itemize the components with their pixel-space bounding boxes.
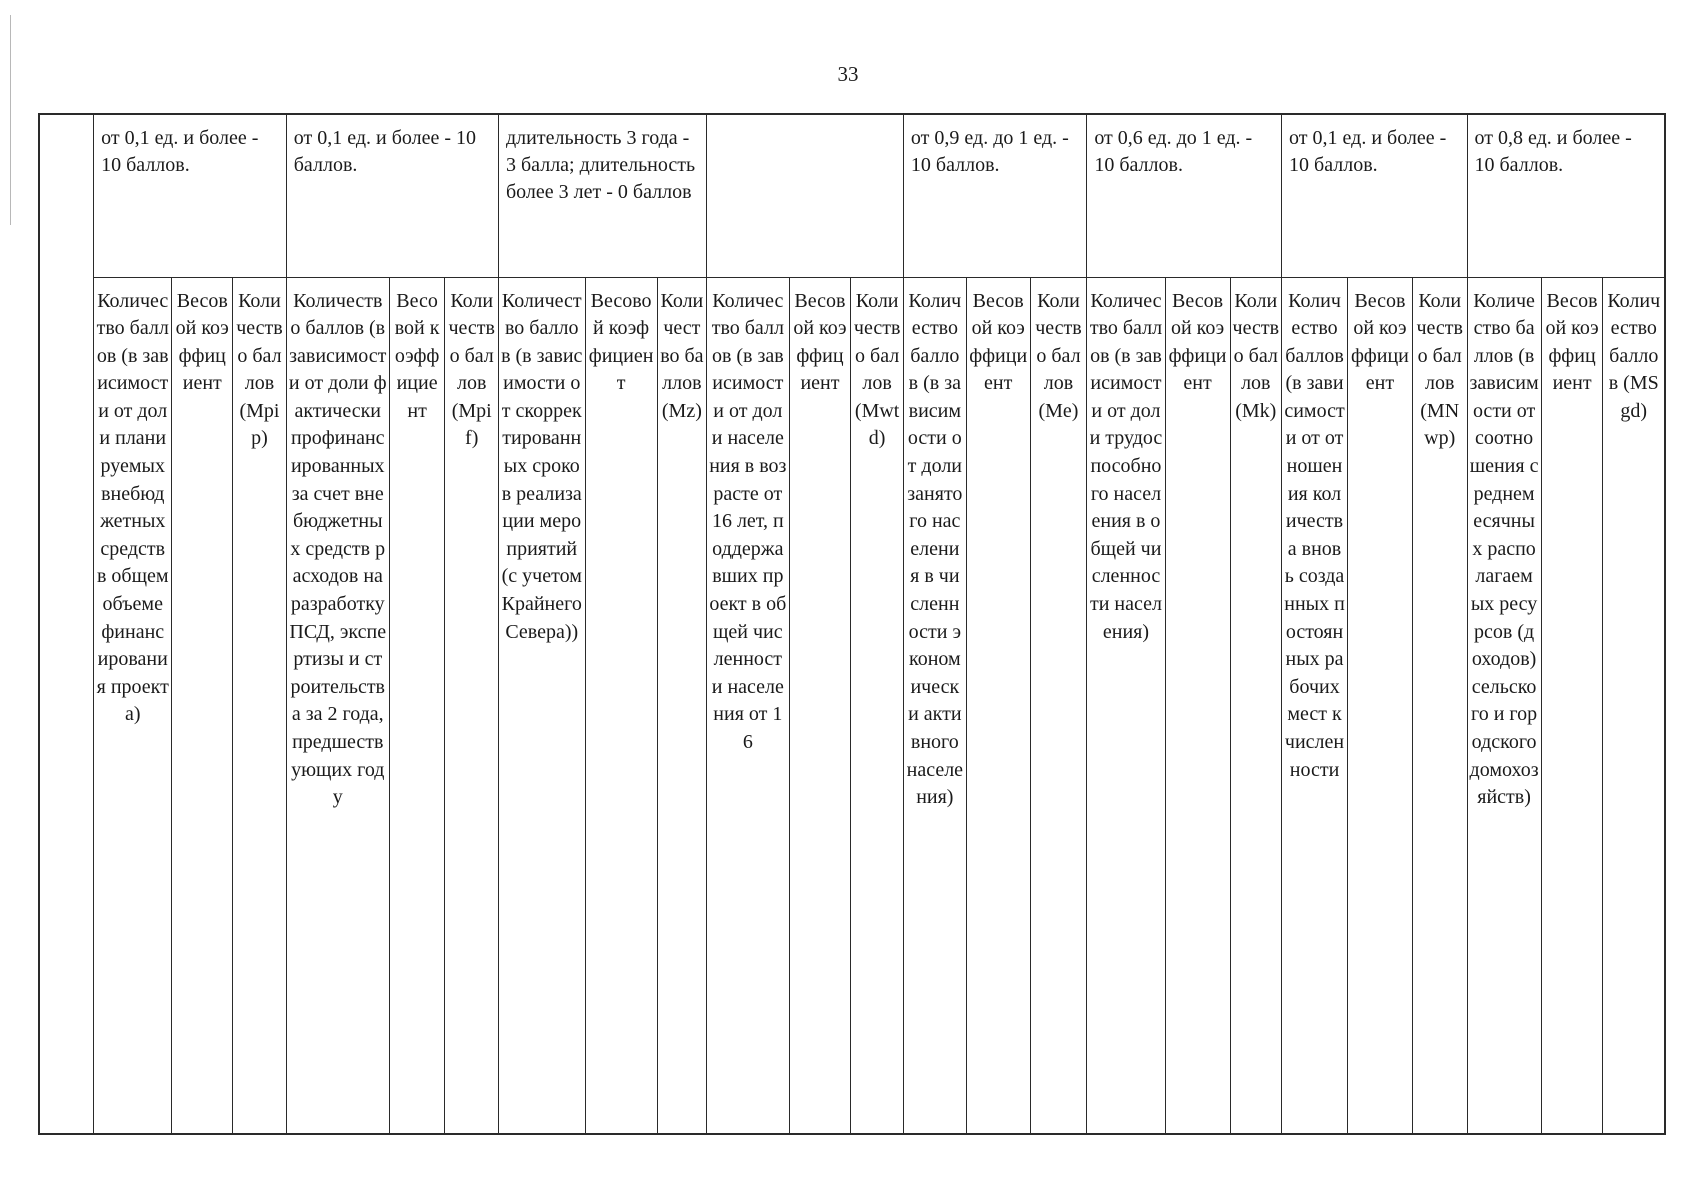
criteria-row (39, 114, 1665, 277)
count-header: Количество баллов (MSgd) (1603, 277, 1665, 1134)
points-header: Количество баллов (в зависимости от доли трудоспособного населения в общей численности населения) (1087, 277, 1165, 1134)
count-header: Количество баллов (Me) (1030, 277, 1087, 1134)
points-header: Количество баллов (в зависимости от доли населения в возрасте от 16 лет, поддержавших проект в общей численности населения от 16 (707, 277, 789, 1134)
weight-header: Весовой коэффициент (789, 277, 851, 1134)
count-header: Количество баллов (MNwp) (1412, 277, 1467, 1134)
scan-margin-line (10, 15, 11, 225)
weight-header: Весовой коэффициент (172, 277, 233, 1134)
points-header: Количество баллов (в зависимости от отношения количества вновь созданных постоянных рабочих мест к численности (1282, 277, 1348, 1134)
criterion-cell: от 0,1 ед. и более - 10 баллов. (1282, 114, 1467, 277)
count-header: Количество баллов (Mk) (1230, 277, 1282, 1134)
weight-header: Весовой коэффициент (389, 277, 445, 1134)
weight-header: Весовой коэффициент (1541, 277, 1603, 1134)
points-header: Количество баллов (в зависимости от доли фактически профинансированных за счет внебюджетных средств расходов на разработку ПСД, экспертизы и строительства за 2 года, предшествующих году (286, 277, 389, 1134)
criterion-cell: от 0,8 ед. и более - 10 баллов. (1467, 114, 1665, 277)
points-header: Количество баллов (в зависимости от скорректированных сроков реализации мероприятий (с учетом Крайнего Севера)) (498, 277, 585, 1134)
weight-header: Весовой коэффициент (1347, 277, 1412, 1134)
points-header: Количество баллов (в зависимости от доли занятого населения в численности экономически активного населения) (903, 277, 966, 1134)
page-number: 33 (837, 62, 859, 86)
weight-header: Весовой коэффициент (1165, 277, 1230, 1134)
criterion-cell: от 0,1 ед. и более - 10 баллов. (286, 114, 498, 277)
count-header: Количество баллов (Mpif) (445, 277, 499, 1134)
weight-header: Весовой коэффициент (585, 277, 657, 1134)
criteria-table (38, 113, 1666, 1135)
criterion-cell: от 0,9 ед. до 1 ед. - 10 баллов. (903, 114, 1086, 277)
weight-header: Весовой коэффициент (966, 277, 1030, 1134)
criterion-cell: длительность 3 года - 3 балла; длительность более 3 лет - 0 баллов (498, 114, 706, 277)
criterion-cell: от 0,6 ед. до 1 ед. - 10 баллов. (1087, 114, 1282, 277)
criterion-cell-empty (707, 114, 904, 277)
stub-column (39, 114, 94, 1134)
header-row (39, 277, 1665, 1134)
points-header: Количество баллов (в зависимости от соотношения среднемесячных располагаемых ресурсов (доходов) сельского и городского домохозяйств) (1467, 277, 1541, 1134)
points-header: Количество баллов (в зависимости от доли планируемых внебюджетных средств в общем объеме финансирования проекта) (94, 277, 172, 1134)
count-header: Количество баллов (Mz) (657, 277, 706, 1134)
count-header: Количество баллов (Mwtd) (851, 277, 904, 1134)
count-header: Количество баллов (Mpip) (233, 277, 287, 1134)
criterion-cell: от 0,1 ед. и более - 10 баллов. (94, 114, 287, 277)
